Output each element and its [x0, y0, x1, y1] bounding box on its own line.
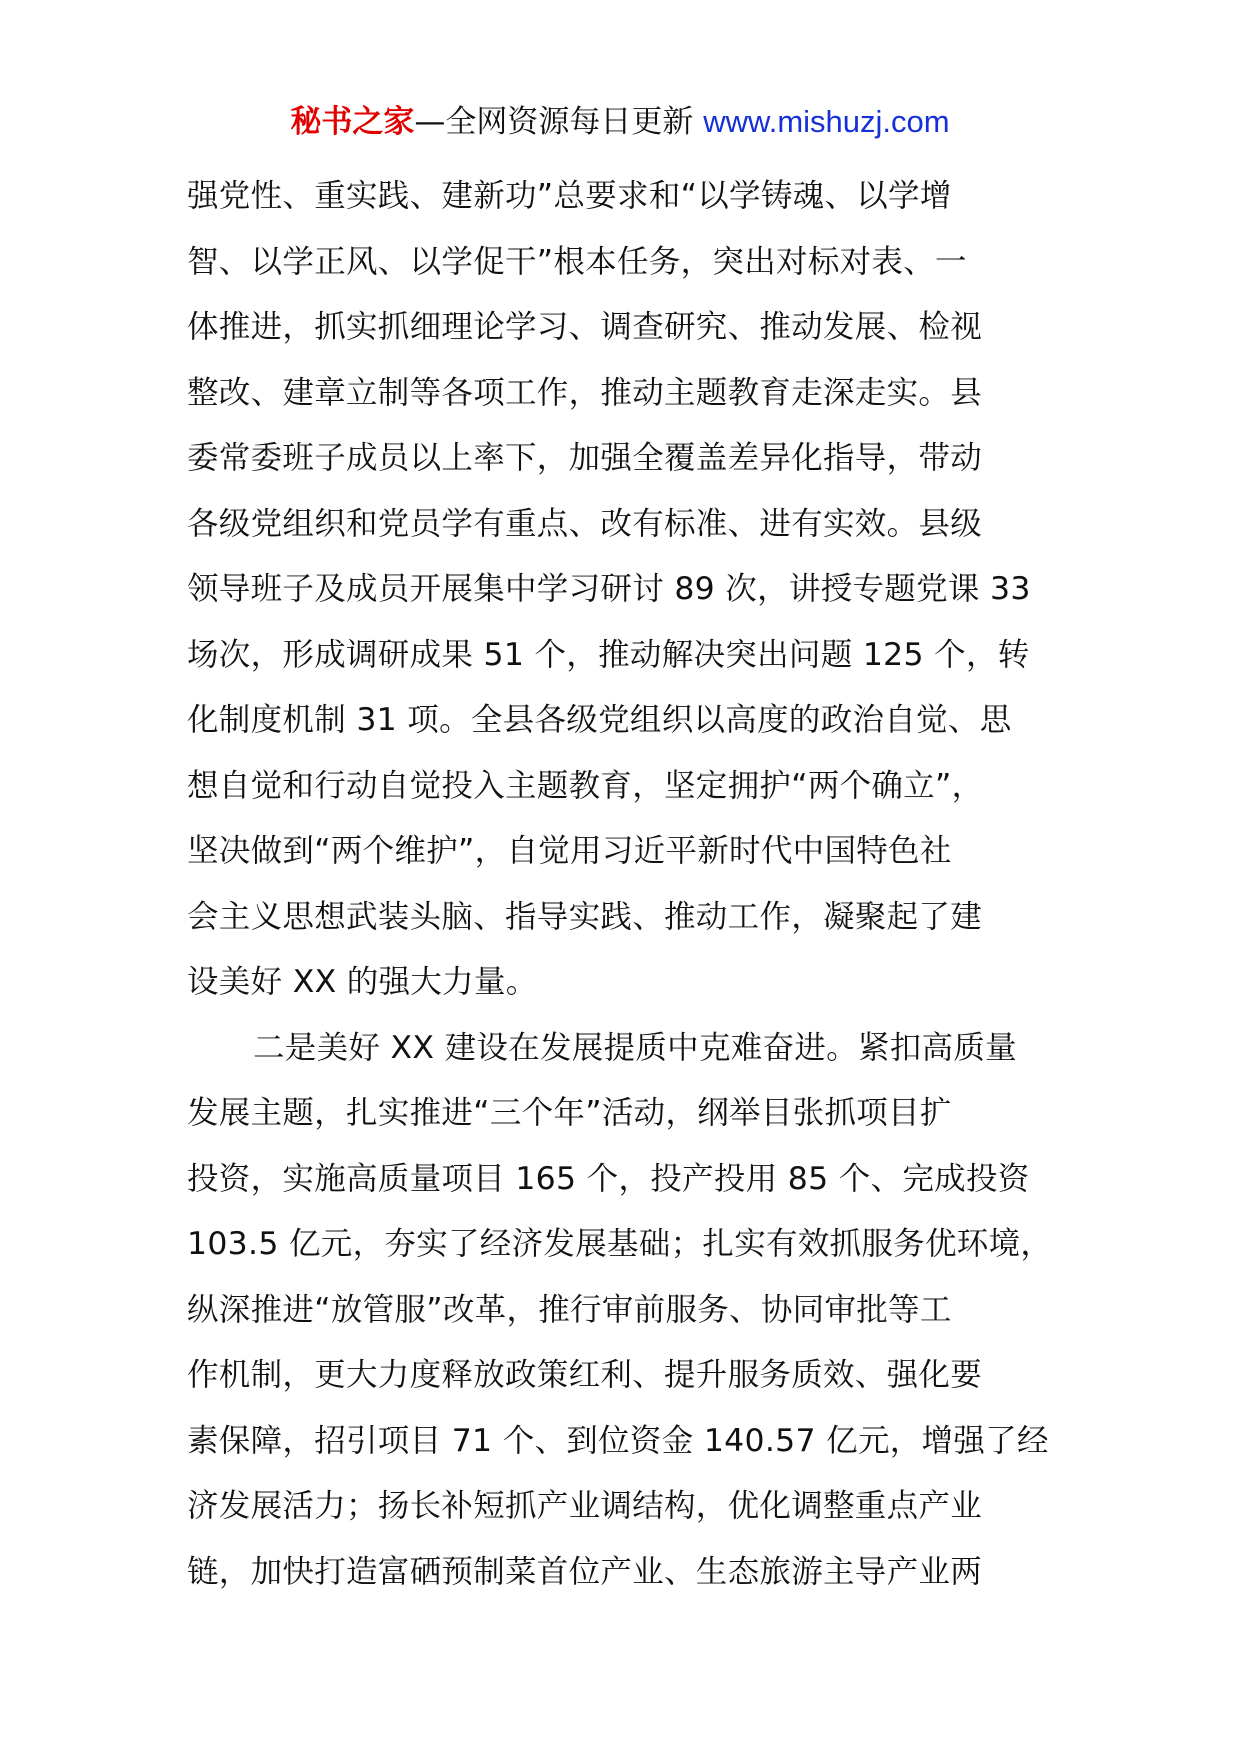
- text-line: 委常委班子成员以上率下，加强全覆盖差异化指导，带动: [187, 440, 983, 476]
- text-line: 发展主题，扎实推进“三个年”活动，纲举目张抓项目扩: [187, 1095, 952, 1131]
- paragraph-start-line: 二是美好 XX 建设在发展提质中克难奋进。紧扣高质量: [253, 1029, 1017, 1066]
- text-line: 设美好 XX 的强大力量。: [187, 964, 538, 1000]
- watermark-header: [0, 100, 1240, 144]
- text-line: 整改、建章立制等各项工作，推动主题教育走深走实。县: [187, 374, 983, 411]
- text-line: 坚决做到“两个维护”，自觉用习近平新时代中国特色社: [187, 833, 952, 869]
- brand-name: 秘书之家: [290, 104, 415, 140]
- text-line: 体推进，抓实抓细理论学习、调查研究、推动发展、检视: [187, 309, 983, 345]
- text-line: 素保障，招引项目 71 个、到位资金 140.57 亿元，增强了经: [187, 1422, 1049, 1459]
- text-line: 各级党组织和党员学有重点、改有标准、进有实效。县级: [187, 505, 983, 542]
- text-line: 济发展活力；扬长补短抓产业调结构，优化调整重点产业: [187, 1488, 983, 1524]
- text-line: 智、以学正风、以学促干”根本任务，突出对标对表、一: [187, 243, 967, 280]
- document-body: [187, 164, 1087, 1605]
- website-link[interactable]: www.mishuzj.com: [703, 104, 950, 139]
- header-tagline: —全网资源每日更新: [414, 104, 704, 140]
- text-line: 纵深推进“放管服”改革，推行审前服务、协同审批等工: [187, 1291, 952, 1328]
- text-line: 场次，形成调研成果 51 个，推动解决突出问题 125 个，转: [187, 636, 1030, 673]
- text-line: 会主义思想武装头脑、指导实践、推动工作，凝聚起了建: [187, 898, 983, 935]
- text-line: 投资，实施高质量项目 165 个，投产投用 85 个、完成投资: [187, 1160, 1030, 1197]
- text-line: 作机制，更大力度释放政策红利、提升服务质效、强化要: [187, 1357, 983, 1393]
- text-line: 103.5 亿元，夯实了经济发展基础；扎实有效抓服务优环境，: [187, 1226, 1053, 1262]
- text-line: 想自觉和行动自觉投入主题教育，坚定拥护“两个确立”，: [187, 767, 984, 804]
- text-line: 链，加快打造富硒预制菜首位产业、生态旅游主导产业两: [187, 1553, 983, 1590]
- text-line: 化制度机制 31 项。全县各级党组织以高度的政治自觉、思: [187, 702, 1012, 738]
- text-line: 强党性、重实践、建新功”总要求和“以学铸魂、以学增: [187, 178, 952, 214]
- text-line: 领导班子及成员开展集中学习研讨 89 次，讲授专题党课 33: [187, 571, 1031, 607]
